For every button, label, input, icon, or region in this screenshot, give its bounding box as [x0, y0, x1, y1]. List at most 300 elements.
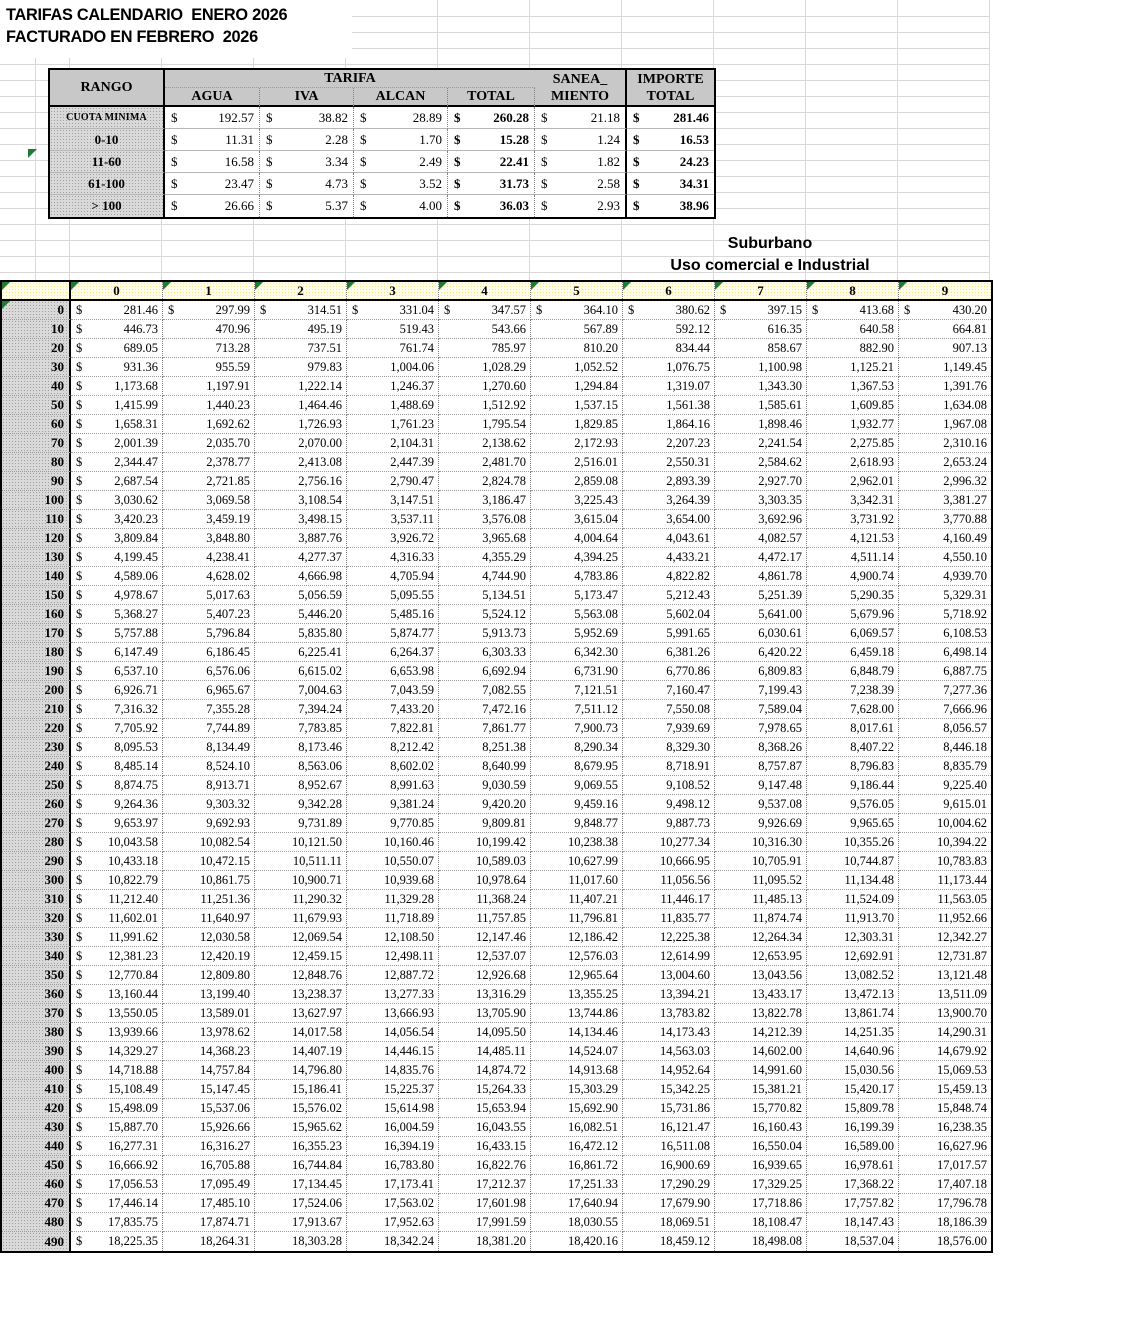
matrix-cell[interactable] [439, 624, 531, 643]
matrix-row-header[interactable] [2, 909, 71, 928]
matrix-cell[interactable] [531, 757, 623, 776]
matrix-cell[interactable] [807, 358, 899, 377]
matrix-cell[interactable] [71, 776, 163, 795]
rate-cell-agua[interactable] [165, 173, 260, 195]
matrix-cell[interactable] [347, 1004, 439, 1023]
matrix-cell[interactable] [531, 491, 623, 510]
matrix-cell[interactable] [807, 757, 899, 776]
matrix-cell[interactable] [163, 795, 255, 814]
matrix-row-header[interactable] [2, 453, 71, 472]
matrix-cell[interactable] [807, 985, 899, 1004]
matrix-cell[interactable] [71, 928, 163, 947]
matrix-cell[interactable] [531, 1004, 623, 1023]
matrix-cell[interactable] [623, 491, 715, 510]
matrix-cell[interactable] [71, 1004, 163, 1023]
rate-header-total[interactable]: TOTAL [448, 88, 535, 107]
matrix-cell[interactable] [255, 1194, 347, 1213]
matrix-cell[interactable] [715, 1137, 807, 1156]
matrix-cell[interactable] [163, 719, 255, 738]
matrix-cell[interactable] [531, 605, 623, 624]
matrix-row-header[interactable] [2, 681, 71, 700]
matrix-cell[interactable] [807, 890, 899, 909]
matrix-cell[interactable] [807, 1118, 899, 1137]
matrix-row-header[interactable] [2, 795, 71, 814]
matrix-cell[interactable] [347, 852, 439, 871]
matrix-cell[interactable] [715, 396, 807, 415]
matrix-cell[interactable] [347, 586, 439, 605]
matrix-cell[interactable] [439, 1004, 531, 1023]
matrix-cell[interactable] [71, 377, 163, 396]
matrix-cell[interactable] [899, 1061, 991, 1080]
matrix-cell[interactable] [623, 985, 715, 1004]
matrix-cell[interactable] [255, 1061, 347, 1080]
rate-cell-sanea[interactable] [535, 129, 627, 151]
matrix-cell[interactable] [71, 453, 163, 472]
matrix-cell[interactable] [71, 548, 163, 567]
matrix-cell[interactable] [899, 434, 991, 453]
matrix-cell[interactable] [623, 339, 715, 358]
matrix-cell[interactable] [71, 491, 163, 510]
matrix-cell[interactable] [623, 1099, 715, 1118]
matrix-cell[interactable] [715, 985, 807, 1004]
matrix-cell[interactable] [715, 548, 807, 567]
matrix-row-header[interactable] [2, 700, 71, 719]
matrix-cell[interactable] [347, 909, 439, 928]
matrix-cell[interactable] [899, 1004, 991, 1023]
matrix-cell[interactable] [163, 1232, 255, 1251]
matrix-cell[interactable] [623, 1118, 715, 1137]
rate-cell-iva[interactable] [260, 151, 354, 173]
matrix-cell[interactable] [623, 415, 715, 434]
matrix-cell[interactable] [439, 890, 531, 909]
matrix-cell[interactable] [163, 1194, 255, 1213]
matrix-cell[interactable] [807, 643, 899, 662]
matrix-cell[interactable] [439, 586, 531, 605]
matrix-cell[interactable] [807, 1061, 899, 1080]
matrix-cell[interactable] [715, 586, 807, 605]
matrix-cell[interactable] [531, 985, 623, 1004]
matrix-cell[interactable] [71, 681, 163, 700]
matrix-row-header[interactable] [2, 757, 71, 776]
rate-header-tarifa[interactable]: TARIFA [165, 70, 535, 88]
matrix-col-header[interactable] [807, 282, 899, 299]
matrix-cell[interactable] [531, 833, 623, 852]
matrix-cell[interactable] [347, 814, 439, 833]
matrix-cell[interactable] [255, 548, 347, 567]
matrix-cell[interactable] [163, 548, 255, 567]
matrix-cell[interactable] [531, 681, 623, 700]
matrix-cell[interactable] [623, 700, 715, 719]
matrix-cell[interactable] [899, 757, 991, 776]
matrix-col-header[interactable] [899, 282, 991, 299]
matrix-cell[interactable] [71, 358, 163, 377]
matrix-cell[interactable] [439, 947, 531, 966]
matrix-cell[interactable] [531, 320, 623, 339]
matrix-cell[interactable] [715, 491, 807, 510]
matrix-cell[interactable] [163, 1099, 255, 1118]
matrix-cell[interactable] [439, 719, 531, 738]
matrix-cell[interactable] [899, 415, 991, 434]
matrix-cell[interactable] [255, 1023, 347, 1042]
matrix-cell[interactable] [899, 776, 991, 795]
matrix-cell[interactable] [439, 491, 531, 510]
matrix-cell[interactable] [163, 909, 255, 928]
matrix-cell[interactable] [439, 1099, 531, 1118]
rate-cell-iva[interactable] [260, 195, 354, 217]
matrix-cell[interactable] [807, 472, 899, 491]
matrix-cell[interactable] [255, 814, 347, 833]
matrix-cell[interactable] [439, 795, 531, 814]
matrix-cell[interactable] [439, 358, 531, 377]
matrix-cell[interactable] [623, 1004, 715, 1023]
matrix-cell[interactable] [71, 871, 163, 890]
matrix-cell[interactable] [715, 852, 807, 871]
matrix-row-header[interactable] [2, 1194, 71, 1213]
matrix-cell[interactable] [439, 1213, 531, 1232]
matrix-cell[interactable] [715, 1023, 807, 1042]
matrix-cell[interactable] [531, 814, 623, 833]
matrix-row-header[interactable] [2, 833, 71, 852]
matrix-cell[interactable] [347, 1137, 439, 1156]
matrix-row-header[interactable] [2, 586, 71, 605]
rate-cell-iva[interactable] [260, 107, 354, 129]
rate-cell-sanea[interactable] [535, 195, 627, 217]
matrix-cell[interactable] [899, 377, 991, 396]
matrix-cell[interactable] [807, 662, 899, 681]
matrix-cell[interactable] [899, 985, 991, 1004]
matrix-cell[interactable] [71, 1099, 163, 1118]
matrix-row-header[interactable] [2, 605, 71, 624]
matrix-cell[interactable] [531, 1061, 623, 1080]
matrix-cell[interactable] [71, 1175, 163, 1194]
matrix-cell[interactable] [623, 833, 715, 852]
matrix-cell[interactable] [715, 890, 807, 909]
matrix-cell[interactable] [531, 909, 623, 928]
matrix-cell[interactable] [71, 1042, 163, 1061]
matrix-cell[interactable] [439, 415, 531, 434]
matrix-cell[interactable] [255, 890, 347, 909]
matrix-row-header[interactable] [2, 548, 71, 567]
matrix-cell[interactable] [71, 510, 163, 529]
matrix-row-header[interactable] [2, 1137, 71, 1156]
matrix-cell[interactable] [347, 1175, 439, 1194]
matrix-cell[interactable] [531, 966, 623, 985]
matrix-cell[interactable] [439, 1023, 531, 1042]
matrix-cell[interactable] [807, 1156, 899, 1175]
matrix-cell[interactable] [623, 320, 715, 339]
matrix-cell[interactable] [715, 757, 807, 776]
matrix-cell[interactable] [439, 1118, 531, 1137]
matrix-cell[interactable] [531, 453, 623, 472]
matrix-cell[interactable] [531, 529, 623, 548]
matrix-cell[interactable] [439, 605, 531, 624]
matrix-cell[interactable] [255, 985, 347, 1004]
rate-cell-total[interactable] [448, 129, 535, 151]
matrix-cell[interactable] [439, 1194, 531, 1213]
matrix-cell[interactable] [347, 1080, 439, 1099]
matrix-cell[interactable] [807, 491, 899, 510]
matrix-cell[interactable] [807, 415, 899, 434]
matrix-cell[interactable] [255, 1232, 347, 1251]
matrix-cell[interactable] [715, 567, 807, 586]
matrix-cell[interactable] [807, 871, 899, 890]
matrix-cell[interactable] [623, 358, 715, 377]
matrix-cell[interactable] [807, 586, 899, 605]
matrix-cell[interactable] [347, 871, 439, 890]
matrix-cell[interactable] [347, 1061, 439, 1080]
matrix-col-header[interactable] [715, 282, 807, 299]
matrix-cell[interactable] [623, 605, 715, 624]
matrix-cell[interactable] [439, 928, 531, 947]
matrix-row-header[interactable] [2, 1080, 71, 1099]
matrix-cell[interactable] [163, 928, 255, 947]
matrix-cell[interactable] [163, 738, 255, 757]
matrix-cell[interactable] [531, 662, 623, 681]
matrix-cell[interactable] [715, 662, 807, 681]
matrix-cell[interactable] [807, 301, 899, 320]
matrix-row-header[interactable] [2, 947, 71, 966]
rate-header-alcan[interactable]: ALCAN [354, 88, 448, 107]
matrix-cell[interactable] [71, 529, 163, 548]
matrix-cell[interactable] [347, 453, 439, 472]
matrix-cell[interactable] [899, 1213, 991, 1232]
matrix-cell[interactable] [255, 377, 347, 396]
matrix-cell[interactable] [255, 947, 347, 966]
matrix-row-header[interactable] [2, 1232, 71, 1251]
matrix-cell[interactable] [715, 605, 807, 624]
matrix-cell[interactable] [71, 605, 163, 624]
matrix-cell[interactable] [255, 738, 347, 757]
matrix-row-header[interactable] [2, 1175, 71, 1194]
matrix-cell[interactable] [531, 567, 623, 586]
rate-cell-importe[interactable] [627, 151, 714, 173]
matrix-row-header[interactable] [2, 415, 71, 434]
matrix-cell[interactable] [807, 339, 899, 358]
matrix-cell[interactable] [623, 567, 715, 586]
matrix-col-header[interactable] [71, 282, 163, 299]
matrix-col-header[interactable] [439, 282, 531, 299]
matrix-cell[interactable] [163, 434, 255, 453]
matrix-cell[interactable] [715, 1156, 807, 1175]
matrix-cell[interactable] [439, 1080, 531, 1099]
matrix-cell[interactable] [715, 833, 807, 852]
matrix-cell[interactable] [439, 434, 531, 453]
matrix-cell[interactable] [899, 1194, 991, 1213]
matrix-cell[interactable] [163, 947, 255, 966]
matrix-cell[interactable] [531, 890, 623, 909]
matrix-cell[interactable] [255, 358, 347, 377]
matrix-cell[interactable] [531, 1156, 623, 1175]
matrix-cell[interactable] [715, 510, 807, 529]
matrix-cell[interactable] [715, 358, 807, 377]
matrix-cell[interactable] [163, 890, 255, 909]
matrix-row-header[interactable] [2, 320, 71, 339]
matrix-cell[interactable] [255, 1080, 347, 1099]
matrix-cell[interactable] [899, 1080, 991, 1099]
matrix-cell[interactable] [255, 776, 347, 795]
matrix-cell[interactable] [163, 624, 255, 643]
matrix-cell[interactable] [347, 301, 439, 320]
matrix-cell[interactable] [899, 700, 991, 719]
matrix-cell[interactable] [531, 776, 623, 795]
matrix-cell[interactable] [347, 947, 439, 966]
matrix-cell[interactable] [623, 453, 715, 472]
matrix-cell[interactable] [439, 529, 531, 548]
matrix-cell[interactable] [715, 1213, 807, 1232]
matrix-cell[interactable] [899, 624, 991, 643]
matrix-cell[interactable] [807, 966, 899, 985]
matrix-cell[interactable] [899, 852, 991, 871]
matrix-cell[interactable] [623, 776, 715, 795]
matrix-cell[interactable] [71, 662, 163, 681]
matrix-cell[interactable] [439, 377, 531, 396]
matrix-cell[interactable] [623, 738, 715, 757]
matrix-row-header[interactable] [2, 643, 71, 662]
matrix-cell[interactable] [71, 1118, 163, 1137]
matrix-cell[interactable] [71, 567, 163, 586]
matrix-row-header[interactable] [2, 890, 71, 909]
matrix-cell[interactable] [715, 377, 807, 396]
matrix-cell[interactable] [807, 1004, 899, 1023]
matrix-cell[interactable] [899, 947, 991, 966]
matrix-cell[interactable] [715, 339, 807, 358]
matrix-cell[interactable] [439, 776, 531, 795]
matrix-cell[interactable] [899, 814, 991, 833]
matrix-cell[interactable] [807, 1042, 899, 1061]
matrix-cell[interactable] [163, 377, 255, 396]
matrix-cell[interactable] [715, 966, 807, 985]
matrix-cell[interactable] [715, 1099, 807, 1118]
matrix-cell[interactable] [71, 795, 163, 814]
matrix-cell[interactable] [807, 833, 899, 852]
matrix-cell[interactable] [255, 491, 347, 510]
matrix-cell[interactable] [807, 909, 899, 928]
matrix-row-header[interactable] [2, 1023, 71, 1042]
matrix-cell[interactable] [531, 1232, 623, 1251]
matrix-cell[interactable] [255, 472, 347, 491]
matrix-cell[interactable] [163, 871, 255, 890]
matrix-cell[interactable] [439, 871, 531, 890]
matrix-row-header[interactable] [2, 339, 71, 358]
matrix-row-header[interactable] [2, 377, 71, 396]
matrix-cell[interactable] [163, 358, 255, 377]
matrix-cell[interactable] [807, 776, 899, 795]
matrix-cell[interactable] [531, 1213, 623, 1232]
matrix-cell[interactable] [347, 605, 439, 624]
matrix-cell[interactable] [255, 586, 347, 605]
matrix-cell[interactable] [899, 1175, 991, 1194]
matrix-cell[interactable] [899, 548, 991, 567]
matrix-cell[interactable] [255, 453, 347, 472]
matrix-cell[interactable] [439, 548, 531, 567]
matrix-cell[interactable] [715, 795, 807, 814]
matrix-cell[interactable] [255, 909, 347, 928]
matrix-cell[interactable] [623, 871, 715, 890]
matrix-cell[interactable] [623, 795, 715, 814]
matrix-cell[interactable] [71, 947, 163, 966]
rate-cell-sanea[interactable] [535, 151, 627, 173]
rate-row-label[interactable]: 61-100 [50, 173, 165, 195]
matrix-cell[interactable] [347, 510, 439, 529]
matrix-cell[interactable] [71, 1213, 163, 1232]
matrix-cell[interactable] [163, 1137, 255, 1156]
matrix-cell[interactable] [255, 871, 347, 890]
rate-cell-iva[interactable] [260, 129, 354, 151]
matrix-cell[interactable] [807, 1099, 899, 1118]
matrix-cell[interactable] [439, 662, 531, 681]
matrix-cell[interactable] [715, 624, 807, 643]
matrix-cell[interactable] [255, 624, 347, 643]
rate-row-label[interactable]: 11-60 [50, 151, 165, 173]
matrix-cell[interactable] [163, 1118, 255, 1137]
matrix-cell[interactable] [347, 985, 439, 1004]
matrix-cell[interactable] [807, 1194, 899, 1213]
matrix-cell[interactable] [255, 396, 347, 415]
matrix-cell[interactable] [807, 548, 899, 567]
matrix-col-header[interactable] [163, 282, 255, 299]
matrix-cell[interactable] [347, 795, 439, 814]
matrix-cell[interactable] [71, 320, 163, 339]
matrix-cell[interactable] [807, 700, 899, 719]
matrix-cell[interactable] [899, 966, 991, 985]
matrix-cell[interactable] [623, 1061, 715, 1080]
matrix-cell[interactable] [71, 1061, 163, 1080]
matrix-cell[interactable] [163, 966, 255, 985]
matrix-cell[interactable] [347, 548, 439, 567]
matrix-cell[interactable] [255, 700, 347, 719]
matrix-cell[interactable] [347, 966, 439, 985]
rate-header-importe[interactable] [627, 70, 714, 107]
matrix-cell[interactable] [623, 1194, 715, 1213]
matrix-cell[interactable] [623, 1137, 715, 1156]
matrix-cell[interactable] [439, 1232, 531, 1251]
rate-cell-importe[interactable] [627, 129, 714, 151]
matrix-cell[interactable] [899, 833, 991, 852]
matrix-cell[interactable] [439, 681, 531, 700]
matrix-cell[interactable] [347, 776, 439, 795]
matrix-cell[interactable] [623, 852, 715, 871]
matrix-cell[interactable] [715, 320, 807, 339]
matrix-cell[interactable] [439, 1156, 531, 1175]
matrix-cell[interactable] [899, 719, 991, 738]
rate-header-saneamiento[interactable] [535, 70, 627, 107]
matrix-row-header[interactable] [2, 1004, 71, 1023]
matrix-cell[interactable] [623, 1023, 715, 1042]
matrix-cell[interactable] [163, 301, 255, 320]
matrix-cell[interactable] [439, 757, 531, 776]
matrix-cell[interactable] [623, 1156, 715, 1175]
matrix-cell[interactable] [439, 909, 531, 928]
matrix-cell[interactable] [255, 320, 347, 339]
matrix-cell[interactable] [531, 1175, 623, 1194]
matrix-cell[interactable] [255, 1099, 347, 1118]
matrix-cell[interactable] [715, 681, 807, 700]
matrix-cell[interactable] [71, 738, 163, 757]
matrix-cell[interactable] [623, 624, 715, 643]
matrix-cell[interactable] [255, 681, 347, 700]
matrix-row-header[interactable] [2, 738, 71, 757]
matrix-cell[interactable] [163, 681, 255, 700]
rate-row-label[interactable]: 0-10 [50, 129, 165, 151]
matrix-cell[interactable] [255, 434, 347, 453]
matrix-cell[interactable] [255, 1042, 347, 1061]
matrix-row-header[interactable] [2, 510, 71, 529]
matrix-cell[interactable] [807, 453, 899, 472]
rate-cell-alcan[interactable] [354, 173, 448, 195]
matrix-row-header[interactable] [2, 358, 71, 377]
rate-cell-sanea[interactable] [535, 107, 627, 129]
rate-cell-importe[interactable] [627, 173, 714, 195]
